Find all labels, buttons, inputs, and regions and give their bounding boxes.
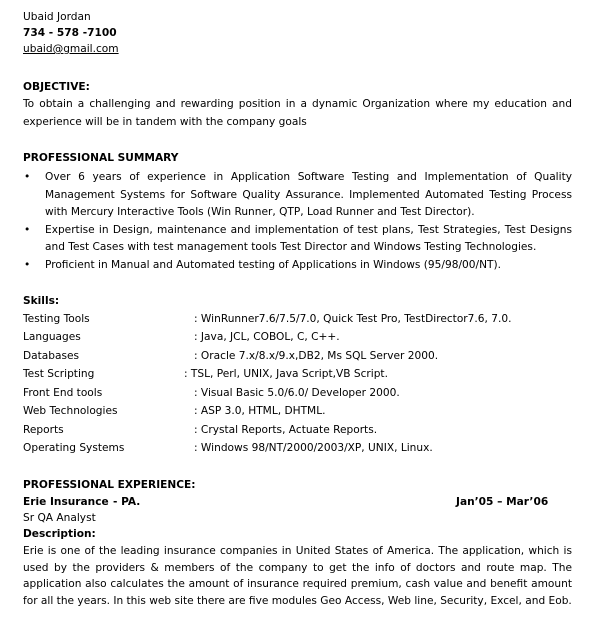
summary-item [23,257,572,275]
skill-value-reports: : Crystal Reports, Actuate Reports. [194,424,378,436]
skill-value-front-end-tools: : Visual Basic 5.0/6.0/ Developer 2000. [194,387,400,399]
email-link[interactable]: ubaid@gmail.com [23,43,119,55]
skill-label-languages: Languages [23,331,81,343]
summary-item-text: Expertise in Design, maintenance and implementation of test plans, Test Strategies, Test Designs and Test Cases with test management tools Test Director and Windows Testing Technologies. [45,223,572,253]
skill-label-web-technologies: Web Technologies [23,405,118,417]
skill-label-operating-systems: Operating Systems [23,442,125,454]
skill-value-testing-tools: : WinRunner7.6/7.5/7.0, Quick Test Pro, TestDirector7.6, 7.0. [194,313,512,325]
description-text: Erie is one of the leading insurance companies in United States of America. The application, which is used by the providers & members of the company to get the info of doctors and route map. The application also calculates the amount of insurance required premium, cash value and benefit amount for all the years. In this web site there are five modules Geo Access, Web line, Security, Excel, and Eob. [23,545,572,607]
skill-label-databases: Databases [23,350,80,362]
employment-dates: Jan’05 – Mar’06 [456,496,549,508]
objective-text: To obtain a challenging and rewarding position in a dynamic Organization where my education and experience will be in tandem with the company goals [23,98,572,128]
job-role: Sr QA Analyst [23,512,96,524]
skill-label-testing-tools: Testing Tools [23,313,90,325]
skill-label-test-scripting: Test Scripting [23,368,95,380]
summary-item [23,222,572,257]
summary-list [23,169,572,274]
bullet-icon: • [24,171,31,183]
bullet-icon: • [24,258,31,271]
skill-label-reports: Reports [23,424,64,436]
objective-heading: OBJECTIVE: [23,81,90,93]
skill-value-databases: : Oracle 7.x/8.x/9.x,DB2, Ms SQL Server 2000. [194,350,439,362]
skill-value-languages: : Java, JCL, COBOL, C, C++. [194,331,340,343]
skill-value-operating-systems: : Windows 98/NT/2000/2003/XP, UNIX, Linux. [194,442,433,454]
skills-heading: Skills: [23,295,60,307]
summary-item [23,169,572,222]
summary-heading: PROFESSIONAL SUMMARY [23,152,179,164]
skill-value-test-scripting: : TSL, Perl, UNIX, Java Script,VB Script. [184,368,388,380]
phone-number: 734 - 578 -7100 [23,27,117,39]
skill-label-front-end-tools: Front End tools [23,387,103,399]
company-name: Erie Insurance [23,496,109,508]
summary-item-text: Proficient in Manual and Automated testing of Applications in Windows (95/98/00/NT). [45,258,501,271]
company-location: - PA. [113,496,141,508]
bullet-icon: • [24,223,31,236]
experience-heading: PROFESSIONAL EXPERIENCE: [23,479,196,491]
skill-value-web-technologies: : ASP 3.0, HTML, DHTML. [194,405,326,417]
summary-item-text: Over 6 years of experience in Application Software Testing and Implementation of Quality Management Systems for Software Quality Assurance. Implemented Automated Testing Process with Mercury Interactive Tools (Win Runner, QTP, Load Runner and Test Director). [45,171,572,218]
candidate-name: Ubaid Jordan [23,11,91,23]
description-heading: Description: [23,528,96,540]
